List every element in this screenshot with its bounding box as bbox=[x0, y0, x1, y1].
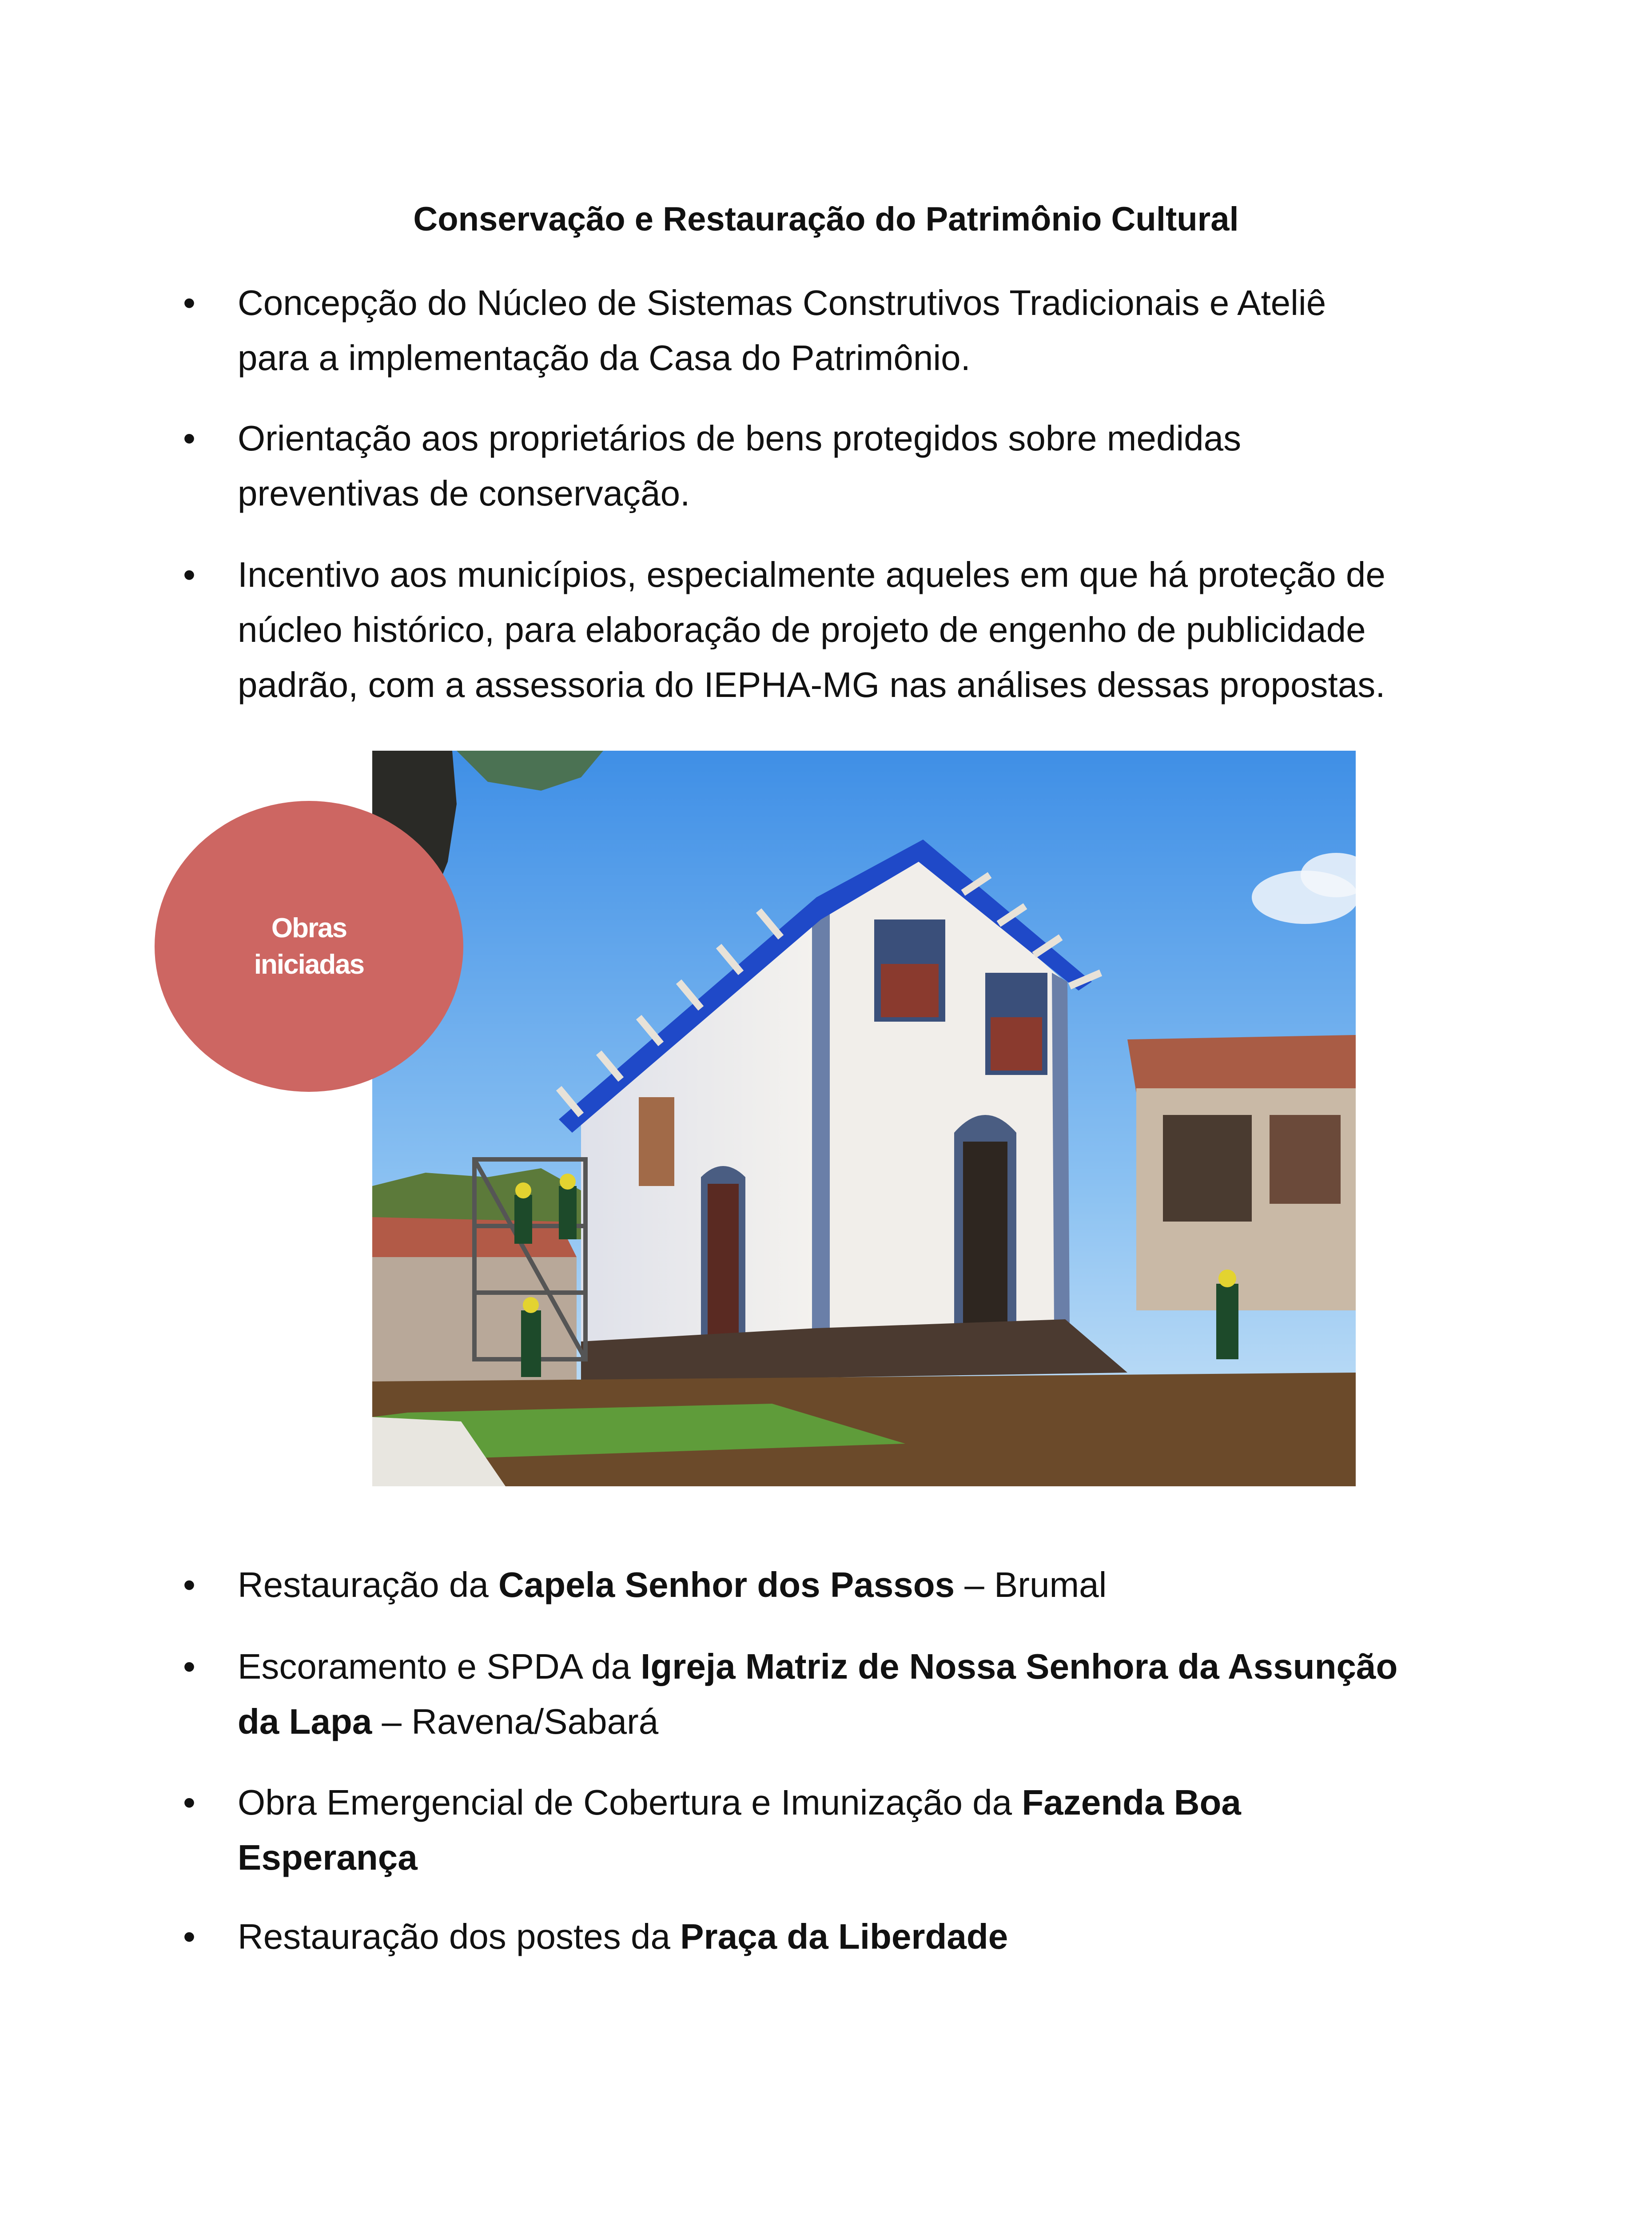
bullet: • bbox=[183, 1917, 196, 1956]
bullet: • bbox=[183, 283, 196, 322]
bullet: • bbox=[183, 1783, 196, 1822]
badge-line-2: iniciadas bbox=[254, 949, 364, 980]
bullet: • bbox=[183, 555, 196, 594]
church-restoration-photo bbox=[372, 751, 1356, 1486]
badge-line-1: Obras bbox=[271, 912, 347, 943]
bullet: • bbox=[183, 418, 196, 458]
obras-iniciadas-badge bbox=[155, 801, 463, 1092]
bullet: • bbox=[183, 1565, 196, 1604]
bullet: • bbox=[183, 1647, 196, 1686]
page-title: Conservação e Restauração do Patrimônio Cultural bbox=[413, 200, 1239, 238]
